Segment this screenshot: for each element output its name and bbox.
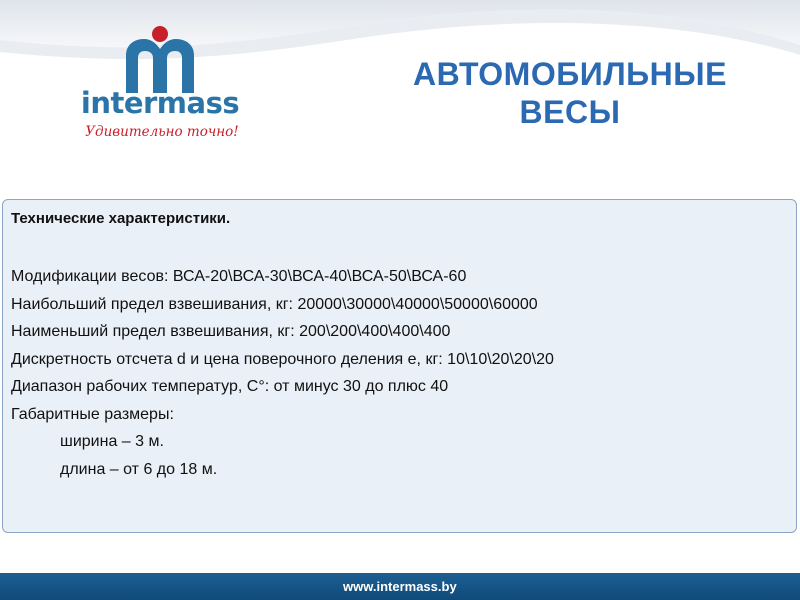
- specifications-panel: [2, 199, 797, 533]
- intermass-logo: [75, 25, 245, 145]
- page-title-line-2: ВЕСЫ: [519, 94, 621, 130]
- spec-max-capacity: Наибольший предел взвешивания, кг: 20000\30000\40000\50000\60000: [11, 295, 538, 313]
- specifications-list: [11, 263, 554, 428]
- dimensions-list: [60, 428, 217, 483]
- spec-width: ширина – 3 м.: [60, 433, 164, 450]
- footer-bar: [0, 573, 800, 600]
- page-title: [370, 55, 770, 131]
- spec-length: длина – от 6 до 18 м.: [60, 460, 218, 478]
- spec-dimensions-label: Габаритные размеры:: [11, 405, 174, 423]
- spec-models: Модификации весов: ВСА-20\ВСА-30\ВСА-40\ВСА-50\ВСА-60: [11, 268, 467, 285]
- spec-division: Дискретность отсчета d и цена поверочного деления е, кг: 10\10\20\20\20: [11, 350, 554, 368]
- logo-tagline: Удивительно точно!: [85, 124, 239, 140]
- specifications-heading: Технические характеристики.: [11, 210, 231, 227]
- intermass-m-mark-icon: [120, 25, 200, 95]
- logo-wordmark: intermass: [80, 86, 240, 120]
- page-title-line-1: АВТОМОБИЛЬНЫЕ: [413, 56, 727, 92]
- spec-min-capacity: Наименьший предел взвешивания, кг: 200\200\400\400\400: [11, 323, 451, 340]
- footer-website-link[interactable]: www.intermass.by: [343, 579, 457, 594]
- spec-temperature-range: Диапазон рабочих температур, С°: от минус 30 до плюс 40: [11, 378, 449, 395]
